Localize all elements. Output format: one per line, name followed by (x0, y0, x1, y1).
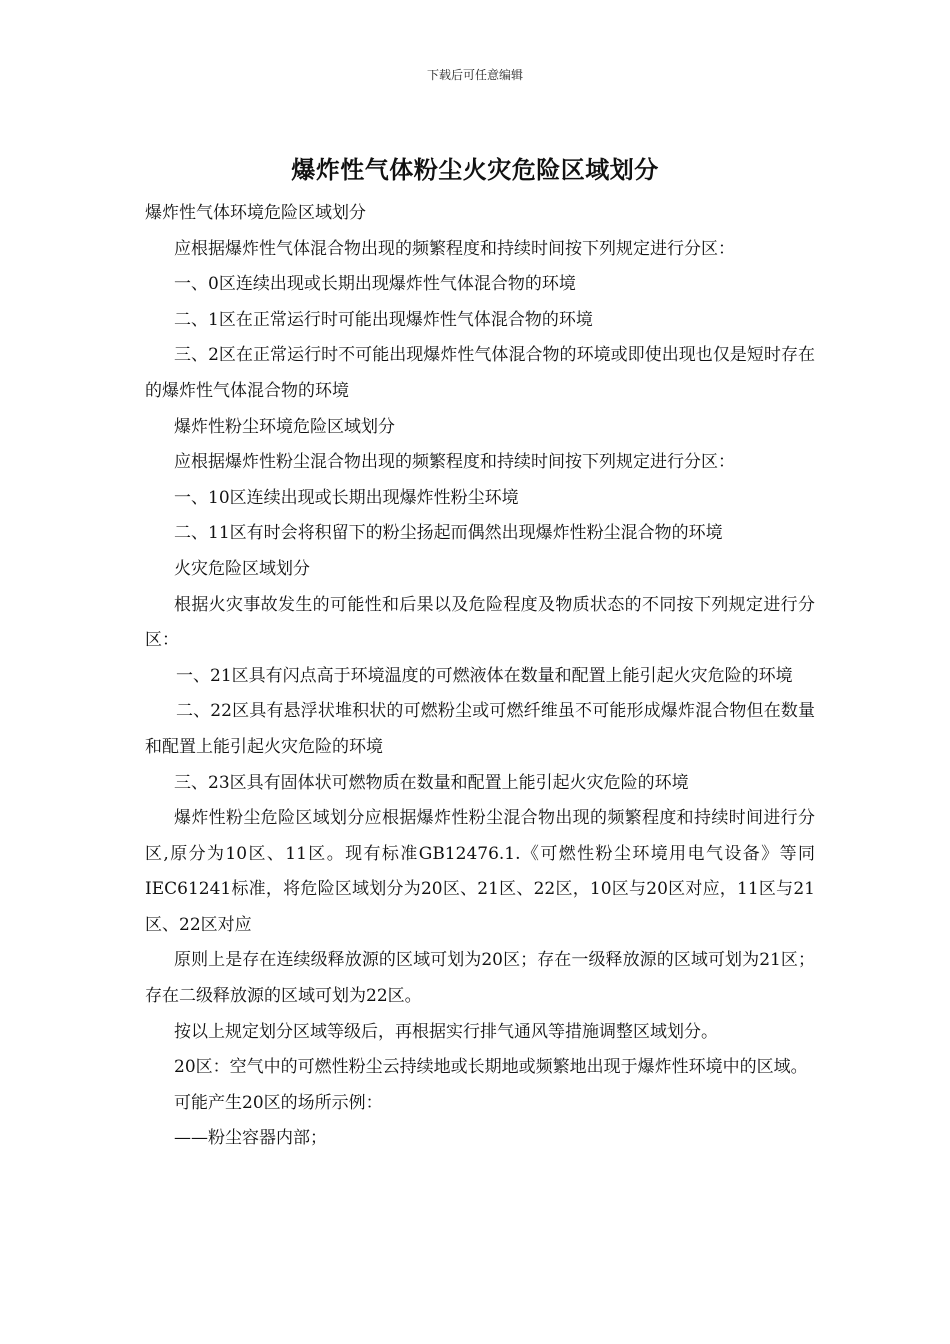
paragraph: 可能产生20区的场所示例： (174, 1092, 383, 1113)
paragraph: 原则上是存在连续级释放源的区域可划为20区；存在一级释放源的区域可划为21区；存在二级释放源的区域可划为22区。 (145, 950, 815, 1007)
paragraph: 应根据爆炸性粉尘混合物出现的频繁程度和持续时间按下列规定进行分区： (174, 452, 735, 473)
list-item: ——粉尘容器内部； (174, 1128, 327, 1149)
section-heading: 火灾危险区域划分 (174, 558, 310, 579)
page-header: 下载后可任意编辑 (426, 68, 523, 82)
section-heading: 爆炸性气体环境危险区域划分 (145, 203, 366, 223)
list-item: 三、23区具有固体状可燃物质在数量和配置上能引起火灾危险的环境 (174, 772, 689, 793)
paragraph: 根据火灾事故发生的可能性和后果以及危险程度及物质状态的不同按下列规定进行分区： (145, 594, 815, 651)
section-heading: 爆炸性粉尘环境危险区域划分 (174, 416, 395, 437)
paragraph: 爆炸性粉尘危险区域划分应根据爆炸性粉尘混合物出现的频繁程度和持续时间进行分区,原分为10区、11区。现有标准GB12476.1.《可燃性粉尘环境用电气设备》等同IEC61241标准，将危险区域划分为20区、21区、22区，10区与20区对应，11区与21区、22区对应 (145, 808, 815, 935)
document-body (145, 196, 815, 1157)
paragraph: 应根据爆炸性气体混合物出现的频繁程度和持续时间按下列规定进行分区： (174, 238, 735, 259)
list-item: 三、2区在正常运行时不可能出现爆炸性气体混合物的环境或即使出现也仅是短时存在的爆炸性气体混合物的环境 (145, 345, 815, 401)
list-item: 一、0区连续出现或长期出现爆炸性气体混合物的环境 (174, 274, 576, 295)
paragraph: 按以上规定划分区域等级后，再根据实行排气通风等措施调整区域划分。 (174, 1021, 718, 1042)
list-item: 一、21区具有闪点高于环境温度的可燃液体在数量和配置上能引起火灾危险的环境 (176, 665, 793, 686)
document-title: 爆炸性气体粉尘火灾危险区域划分 (291, 155, 659, 184)
list-item: 二、1区在正常运行时可能出现爆炸性气体混合物的环境 (174, 309, 593, 330)
list-item: 一、10区连续出现或长期出现爆炸性粉尘环境 (174, 487, 519, 508)
paragraph: 20区：空气中的可燃性粉尘云持续地或长期地或频繁地出现于爆炸性环境中的区域。 (174, 1057, 808, 1078)
list-item: 二、11区有时会将积留下的粉尘扬起而偶然出现爆炸性粉尘混合物的环境 (174, 523, 723, 544)
list-item: 二、22区具有悬浮状堆积状的可燃粉尘或可燃纤维虽不可能形成爆炸混合物但在数量和配置上能引起火灾危险的环境 (145, 701, 815, 757)
